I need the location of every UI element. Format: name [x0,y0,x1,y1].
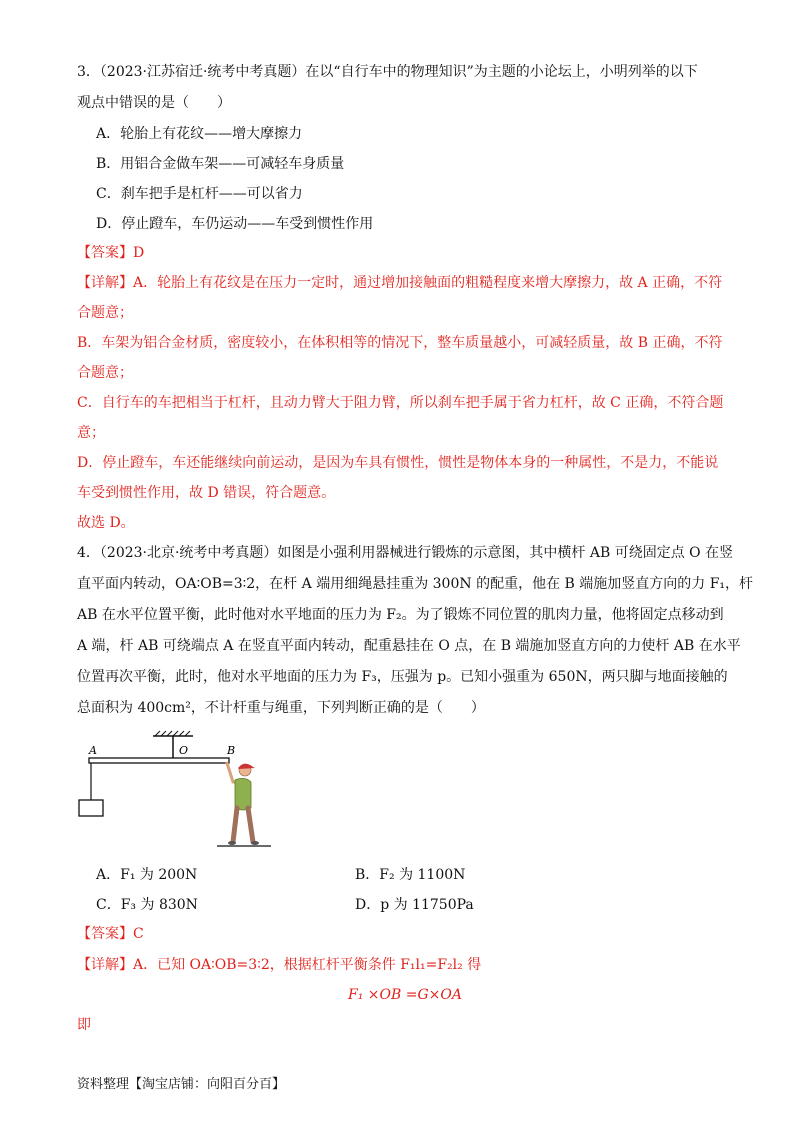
q3-option-d: D．停止蹬车，车仍运动——车受到惯性作用 [96,216,374,232]
q3-answer-label: 【答案】 [77,245,133,261]
q3-detail-line4: 合题意； [77,365,133,381]
q4-answer-value: C [133,926,144,942]
q3-detail-line9: 故选 D。 [77,515,135,531]
q3-stem-line2: 观点中错误的是（ ） [77,95,231,111]
q4-stem-line6: 总面积为 400cm²，不计杆重与绳重，下列判断正确的是（ ） [77,700,485,716]
q4-stem-line3: AB 在水平位置平衡，此时他对水平地面的压力为 F₂。为了锻炼不同位置的肌肉力量，他将固定点移动到 [77,607,724,623]
q4-stem-line2: 直平面内转动，OA∶OB=3∶2，在杆 A 端用细绳悬挂重为 300N 的配重，他在 B 端施加竖直方向的力 F₁，杆 [77,576,754,592]
q3-option-c: C．刹车把手是杠杆——可以省力 [96,186,303,202]
q4-answer-label: 【答案】 [77,926,133,942]
q3-detail-line3: B．车架为铝合金材质，密度较小，在体积相等的情况下，整车质量越小，可减轻质量，故 B 正确，不符 [77,335,723,351]
q4-option-b: B．F₂ 为 1100N [355,867,466,883]
q3-detail-label: 【详解】 [77,275,133,291]
q3-option-b: B．用铝合金做车架——可减轻车身质量 [96,156,345,172]
q4-option-c: C．F₃ 为 830N [96,897,198,913]
footer-source: 资料整理【淘宝店铺：向阳百分百】 [77,1077,286,1092]
q3-option-a: A．轮胎上有花纹——增大摩擦力 [96,126,303,142]
q3-detail-line6: 意； [77,425,105,441]
q4-detail-tail: 即 [77,1017,91,1033]
q3-detail-line7: D．停止蹬车，车还能继续向前运动，是因为车具有惯性，惯性是物体本身的一种属性，不是力，不能说 [77,455,719,471]
q4-detail-line1 [77,955,481,975]
q4-detail-equation: F₁ ×OB =G×OA [348,987,462,1003]
q3-detail-line1 [77,273,722,293]
lever-diagram [75,730,295,850]
q3-answer [77,243,144,263]
q4-detail-label: 【详解】 [77,957,133,973]
label-a: A [89,744,97,757]
q3-detail-line5: C．自行车的车把相当于杠杆，且动力臂大于阻力臂，所以刹车把手属于省力杠杆，故 C 正确，不符合题 [77,395,724,411]
q3-detail-line8: 车受到惯性作用，故 D 错误，符合题意。 [77,485,336,501]
q4-option-a: A．F₁ 为 200N [96,867,198,883]
q3-detail-text: A．轮胎上有花纹是在压力一定时，通过增加接触面的粗糙程度来增大摩擦力，故 A 正确，不符 [133,275,723,291]
person-figure [227,763,259,845]
q4-answer [77,924,144,944]
label-b: B [227,744,236,757]
q3-detail-line2: 合题意； [77,305,133,321]
q4-option-d: D．p 为 11750Pa [355,897,474,913]
q4-detail-text: A．已知 OA∶OB=3∶2，根据杠杆平衡条件 F₁l₁=F₂l₂ 得 [133,957,482,973]
q4-stem-line5: 位置再次平衡，此时，他对水平地面的压力为 F₃，压强为 p。已知小强重为 650N，两只脚与地面接触的 [77,669,728,685]
q4-stem-line4: A 端，杆 AB 可绕端点 A 在竖直平面内转动，配重悬挂在 O 点，在 B 端施加竖直方向的力使杆 AB 在水平 [77,638,741,654]
q3-answer-value: D [133,245,145,261]
label-o: O [179,744,189,757]
q4-stem-line1: 4．（2023·北京·统考中考真题）如图是小强利用器械进行锻炼的示意图，其中横杆 AB 可绕固定点 O 在竖 [77,545,734,561]
q3-stem-line1: 3．（2023·江苏宿迁·统考中考真题）在以“自行车中的物理知识”为主题的小论坛上，小明列举的以下 [77,64,698,80]
counterweight [79,800,103,816]
